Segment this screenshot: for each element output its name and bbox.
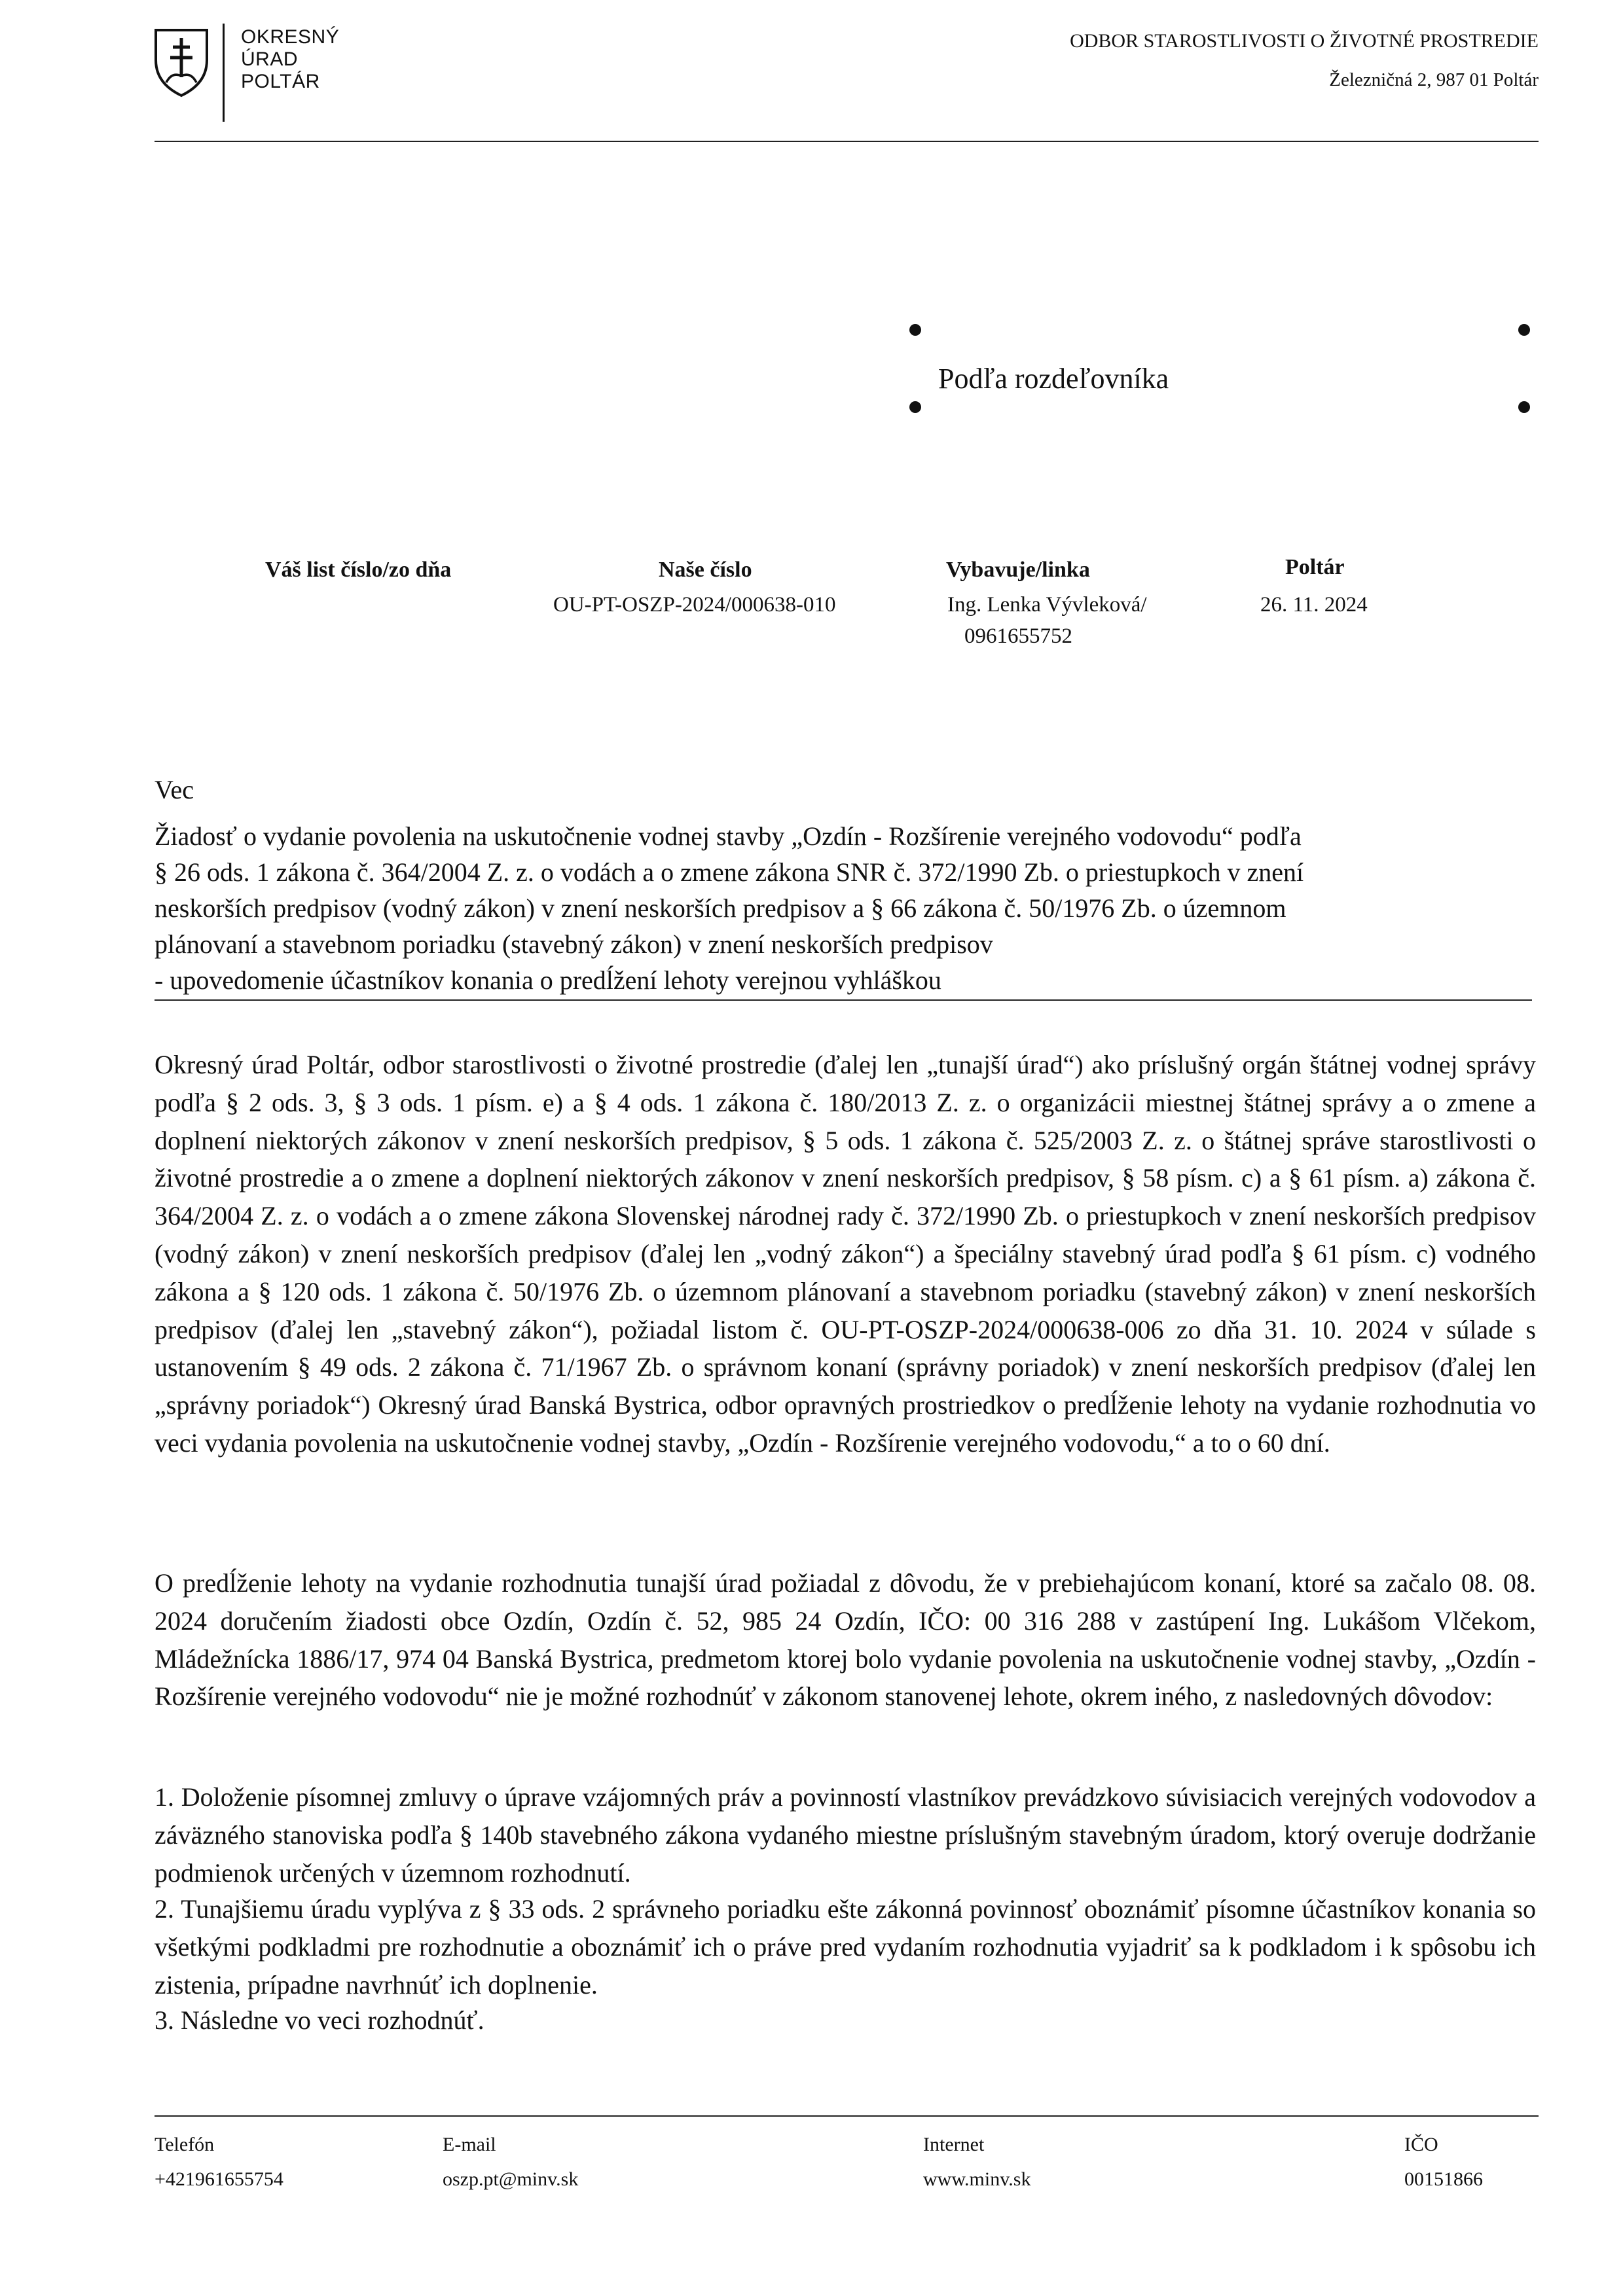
- subject-label: Vec: [155, 775, 194, 804]
- logo-divider: [223, 24, 225, 122]
- subject-line-5: - upovedomenie účastníkov konania o predĺžení lehoty verejnou vyhláškou: [155, 965, 941, 995]
- footer-internet-label: Internet: [923, 2134, 985, 2155]
- footer-ico-value: 00151866: [1404, 2168, 1483, 2190]
- footer-email-label: E-mail: [443, 2134, 496, 2155]
- footer-phone-label: Telefón: [155, 2134, 215, 2155]
- subject-line-4: plánovaní a stavebnom poriadku (stavebný zákon) v znení neskorších predpisov: [155, 929, 993, 959]
- header-divider: [155, 141, 1539, 142]
- handled-by-name: Ing. Lenka Vývleková/: [947, 593, 1147, 617]
- office-name-logo-text: [241, 26, 339, 93]
- handled-by-label: Vybavuje/linka: [946, 558, 1090, 582]
- subject-underline: [155, 999, 1532, 1001]
- recipient: Podľa rozdeľovníka: [938, 363, 1169, 395]
- reason-item-2: 2. Tunajšiemu úradu vyplýva z § 33 ods. 2 správneho poriadku ešte zákonná povinnosť oboznámiť písomne účastníkov konania so všetkými podkladmi pre rozhodnutie a oboznámiť ich o práve pred vydaním rozhodnutia vyjadriť sa k podkladom i k spôsobu ich zistenia, prípadne navrhnúť ich doplnenie.: [155, 1894, 1536, 2000]
- window-mark-bottom-left: [909, 401, 921, 413]
- window-mark-top-left: [909, 324, 921, 336]
- department-address: Železničná 2, 987 01 Poltár: [1329, 69, 1539, 90]
- subject-text: [155, 818, 1536, 998]
- subject-line-2: § 26 ods. 1 zákona č. 364/2004 Z. z. o vodách a o zmene zákona SNR č. 372/1990 Zb. o priestupkoch v znení: [155, 857, 1304, 887]
- subject-line-3: neskorších predpisov (vodný zákon) v znení neskorších predpisov a § 66 zákona č. 50/1976 Zb. o územnom: [155, 893, 1286, 923]
- window-mark-bottom-right: [1518, 401, 1530, 413]
- subject-line-1: Žiadosť o vydanie povolenia na uskutočnenie vodnej stavby „Ozdín - Rozšírenie verejného vodovodu“ podľa: [155, 821, 1302, 851]
- logo-line-2: ÚRAD: [241, 48, 299, 70]
- slovak-coat-of-arms-logo: [152, 26, 211, 98]
- department-name: ODBOR STAROSTLIVOSTI O ŽIVOTNÉ PROSTREDIE: [1070, 30, 1539, 52]
- logo-line-1: OKRESNÝ: [241, 26, 340, 48]
- reason-item-3: 3. Následne vo veci rozhodnúť.: [155, 2005, 484, 2035]
- footer-internet-value: www.minv.sk: [923, 2168, 1031, 2190]
- body-paragraph-1: Okresný úrad Poltár, odbor starostlivosti o životné prostredie (ďalej len „tunajší úrad“) ako príslušný orgán štátnej vodnej správy podľa § 2 ods. 3, § 3 ods. 1 písm. e) a § 4 ods. 1 zákona č. 180/2013 Z. z. o organizácii miestnej štátnej správy a o zmene a doplnení niektorých zákonov v znení neskorších predpisov, § 5 ods. 1 zákona č. 525/2003 Z. z. o štátnej správe starostlivosti o životné prostredie a o zmene a doplnení niektorých zákonov v znení neskorších predpisov, § 58 písm. c) a § 61 písm. a) zákona č. 364/2004 Z. z. o vodách a o zmene zákona Slovenskej národnej rady č. 372/1990 Zb. o priestupkoch v znení neskorších predpisov (vodný zákon) v znení neskorších predpisov (ďalej len „vodný zákon“) a špeciálny stavebný úrad podľa § 61 písm. c) vodného zákona a § 120 ods. 1 zákona č. 50/1976 Zb. o územnom plánovaní a stavebnom poriadku (stavebný zákon) v znení neskorších predpisov (ďalej len „stavebný zákon“), požiadal listom č. OU-PT-OSZP-2024/000638-006 zo dňa 31. 10. 2024 v súlade s ustanovením § 49 ods. 2 zákona č. 71/1967 Zb. o správnom konaní (správny poriadok) v znení neskorších predpisov (ďalej len „správny poriadok“) Okresný úrad Banská Bystrica, odbor opravných prostriedkov o predĺženie lehoty na vydanie rozhodnutia vo veci vydania povolenia na uskutočnenie vodnej stavby, „Ozdín - Rozšírenie verejného vodovodu,“ a to o 60 dní.: [155, 1050, 1536, 1458]
- window-mark-top-right: [1518, 324, 1530, 336]
- your-letter-label: Váš list číslo/zo dňa: [265, 558, 452, 582]
- our-number-label: Naše číslo: [659, 558, 752, 582]
- our-number-value: OU-PT-OSZP-2024/000638-010: [553, 593, 836, 617]
- footer-divider: [155, 2115, 1539, 2117]
- footer-phone-value: +421961655754: [155, 2168, 283, 2190]
- footer-email-value: oszp.pt@minv.sk: [443, 2168, 579, 2190]
- letter-date: 26. 11. 2024: [1260, 593, 1368, 617]
- footer-ico-label: IČO: [1404, 2134, 1438, 2155]
- body-paragraph-2: O predĺženie lehoty na vydanie rozhodnutia tunajší úrad požiadal z dôvodu, že v prebiehajúcom konaní, ktoré sa začalo 08. 08. 2024 doručením žiadosti obce Ozdín, Ozdín č. 52, 985 24 Ozdín, IČO: 00 316 288 v zastúpení Ing. Lukášom Vlčekom, Mládežnícka 1886/17, 974 04 Banská Bystrica, predmetom ktorej bolo vydanie povolenia na uskutočnenie vodnej stavby, „Ozdín - Rozšírenie verejného vodovodu“ nie je možné rozhodnúť v zákonom stanovenej lehote, okrem iného, z nasledovných dôvodov:: [155, 1568, 1536, 1712]
- logo-line-3: POLTÁR: [241, 71, 320, 92]
- place-label: Poltár: [1285, 555, 1345, 579]
- reason-item-1: 1. Doloženie písomnej zmluvy o úprave vzájomných práv a povinností vlastníkov prevádzkovo súvisiacich verejných vodovodov a záväzného stanoviska podľa § 140b stavebného zákona vydaného miestne príslušným stavebným úradom, ktorý overuje dodržanie podmienok určených v územnom rozhodnutí.: [155, 1782, 1536, 1888]
- handled-by-phone: 0961655752: [964, 624, 1072, 648]
